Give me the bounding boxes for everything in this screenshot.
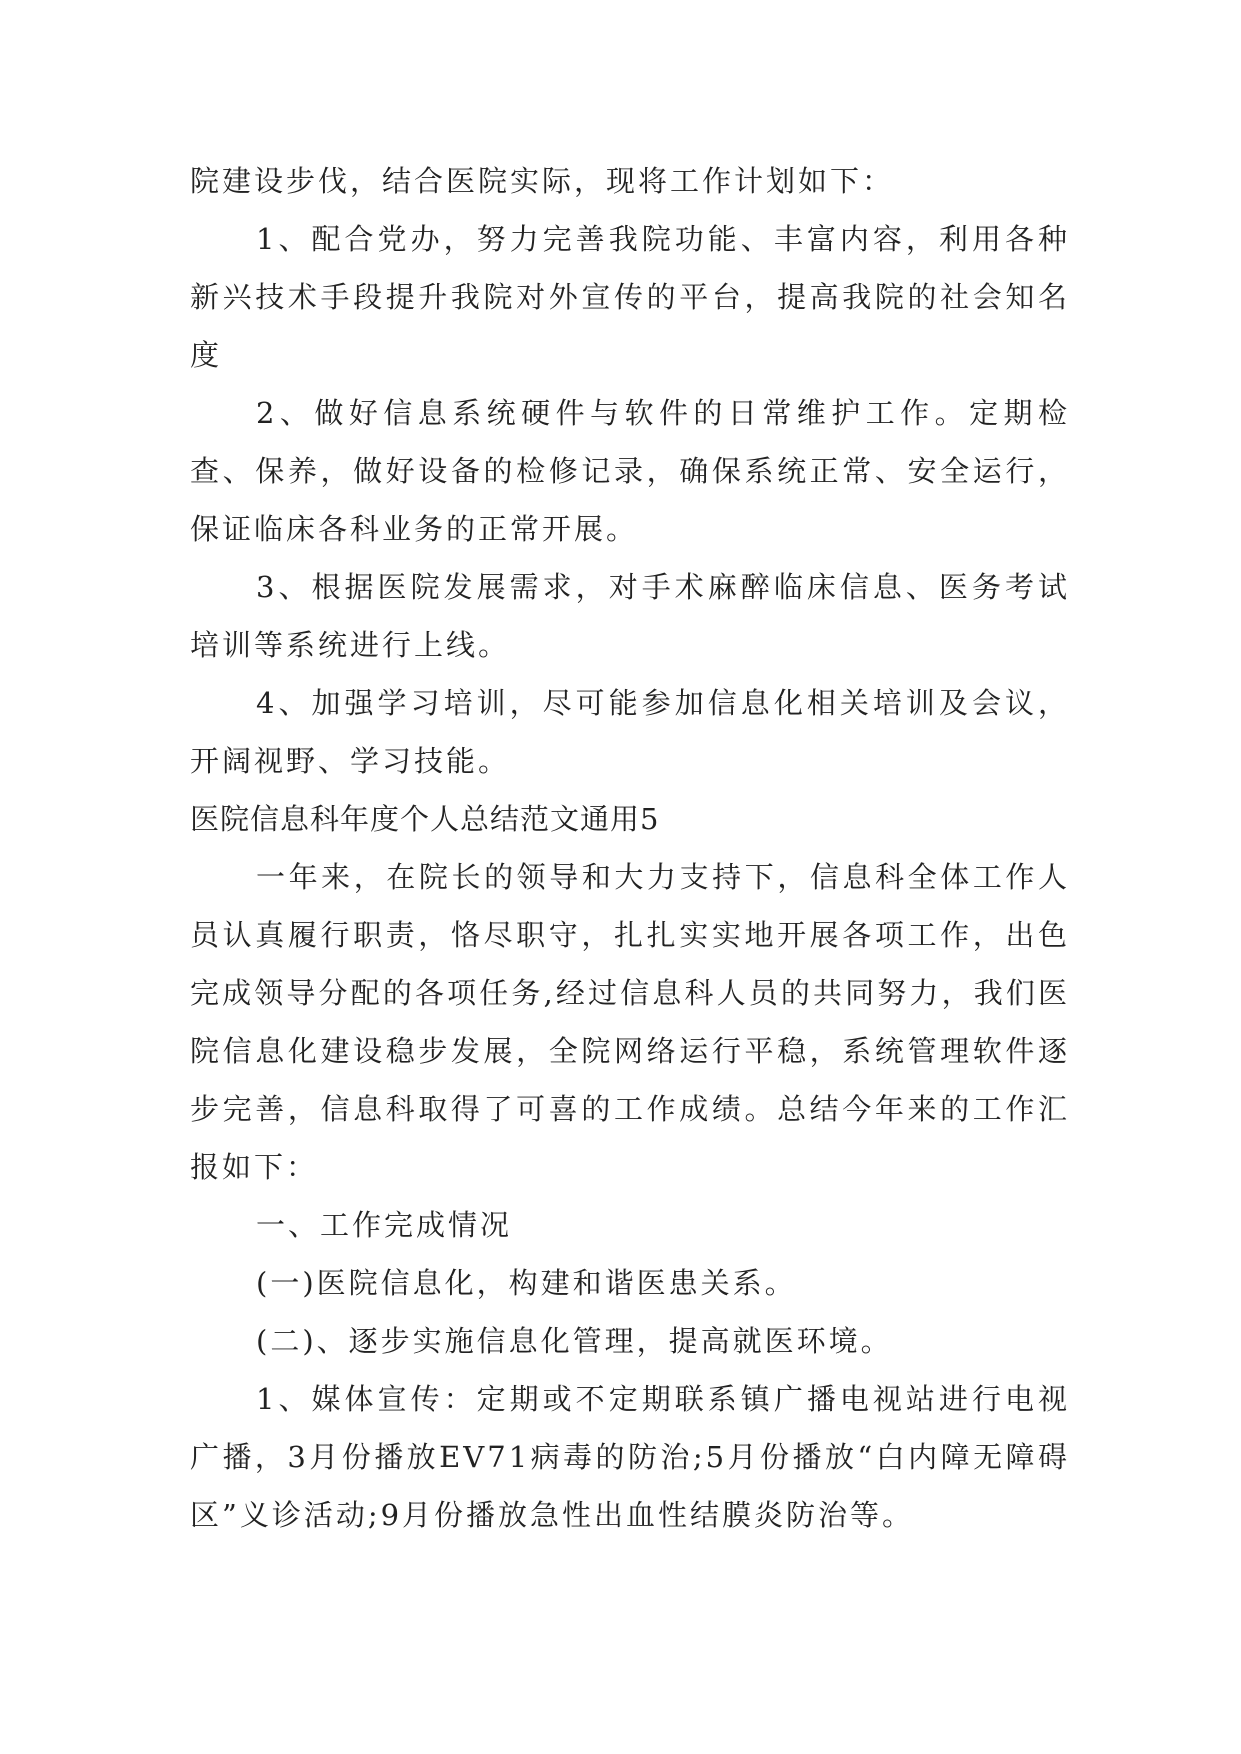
section-heading: 医院信息科年度个人总结范文通用5 bbox=[190, 802, 660, 836]
paragraph-media: 1、媒体宣传：定期或不定期联系镇广播电视站进行电视广播，3月份播放EV71病毒的防治;5月份播放“白内障无障碍区”义诊活动;9月份播放急性出血性结膜炎防治等。 bbox=[190, 1382, 1070, 1532]
subheading-part-one: (一)医院信息化，构建和谐医患关系。 bbox=[256, 1266, 797, 1300]
paragraph-item-2: 2、做好信息系统硬件与软件的日常维护工作。定期检查、保养，做好设备的检修记录，确保系统正常、安全运行，保证临床各科业务的正常开展。 bbox=[190, 396, 1070, 546]
paragraph-continuation: 院建设步伐，结合医院实际，现将工作计划如下： bbox=[190, 164, 895, 198]
paragraph-item-1: 1、配合党办，努力完善我院功能、丰富内容，利用各种新兴技术手段提升我院对外宣传的平台，提高我院的社会知名度 bbox=[190, 222, 1070, 372]
paragraph-item-3: 3、根据医院发展需求，对手术麻醉临床信息、医务考试培训等系统进行上线。 bbox=[190, 570, 1070, 662]
document-body bbox=[190, 152, 1070, 1544]
paragraph-intro: 一年来，在院长的领导和大力支持下，信息科全体工作人员认真履行职责，恪尽职守，扎扎实实地开展各项工作，出色完成领导分配的各项任务,经过信息科人员的共同努力，我们医院信息化建设稳步发展，全院网络运行平稳，系统管理软件逐步完善，信息科取得了可喜的工作成绩。总结今年来的工作汇报如下： bbox=[190, 860, 1070, 1184]
paragraph-item-4: 4、加强学习培训，尽可能参加信息化相关培训及会议，开阔视野、学习技能。 bbox=[190, 686, 1070, 778]
subheading-work-status: 一、工作完成情况 bbox=[256, 1208, 513, 1242]
subheading-part-two: (二)、逐步实施信息化管理，提高就医环境。 bbox=[256, 1324, 893, 1358]
